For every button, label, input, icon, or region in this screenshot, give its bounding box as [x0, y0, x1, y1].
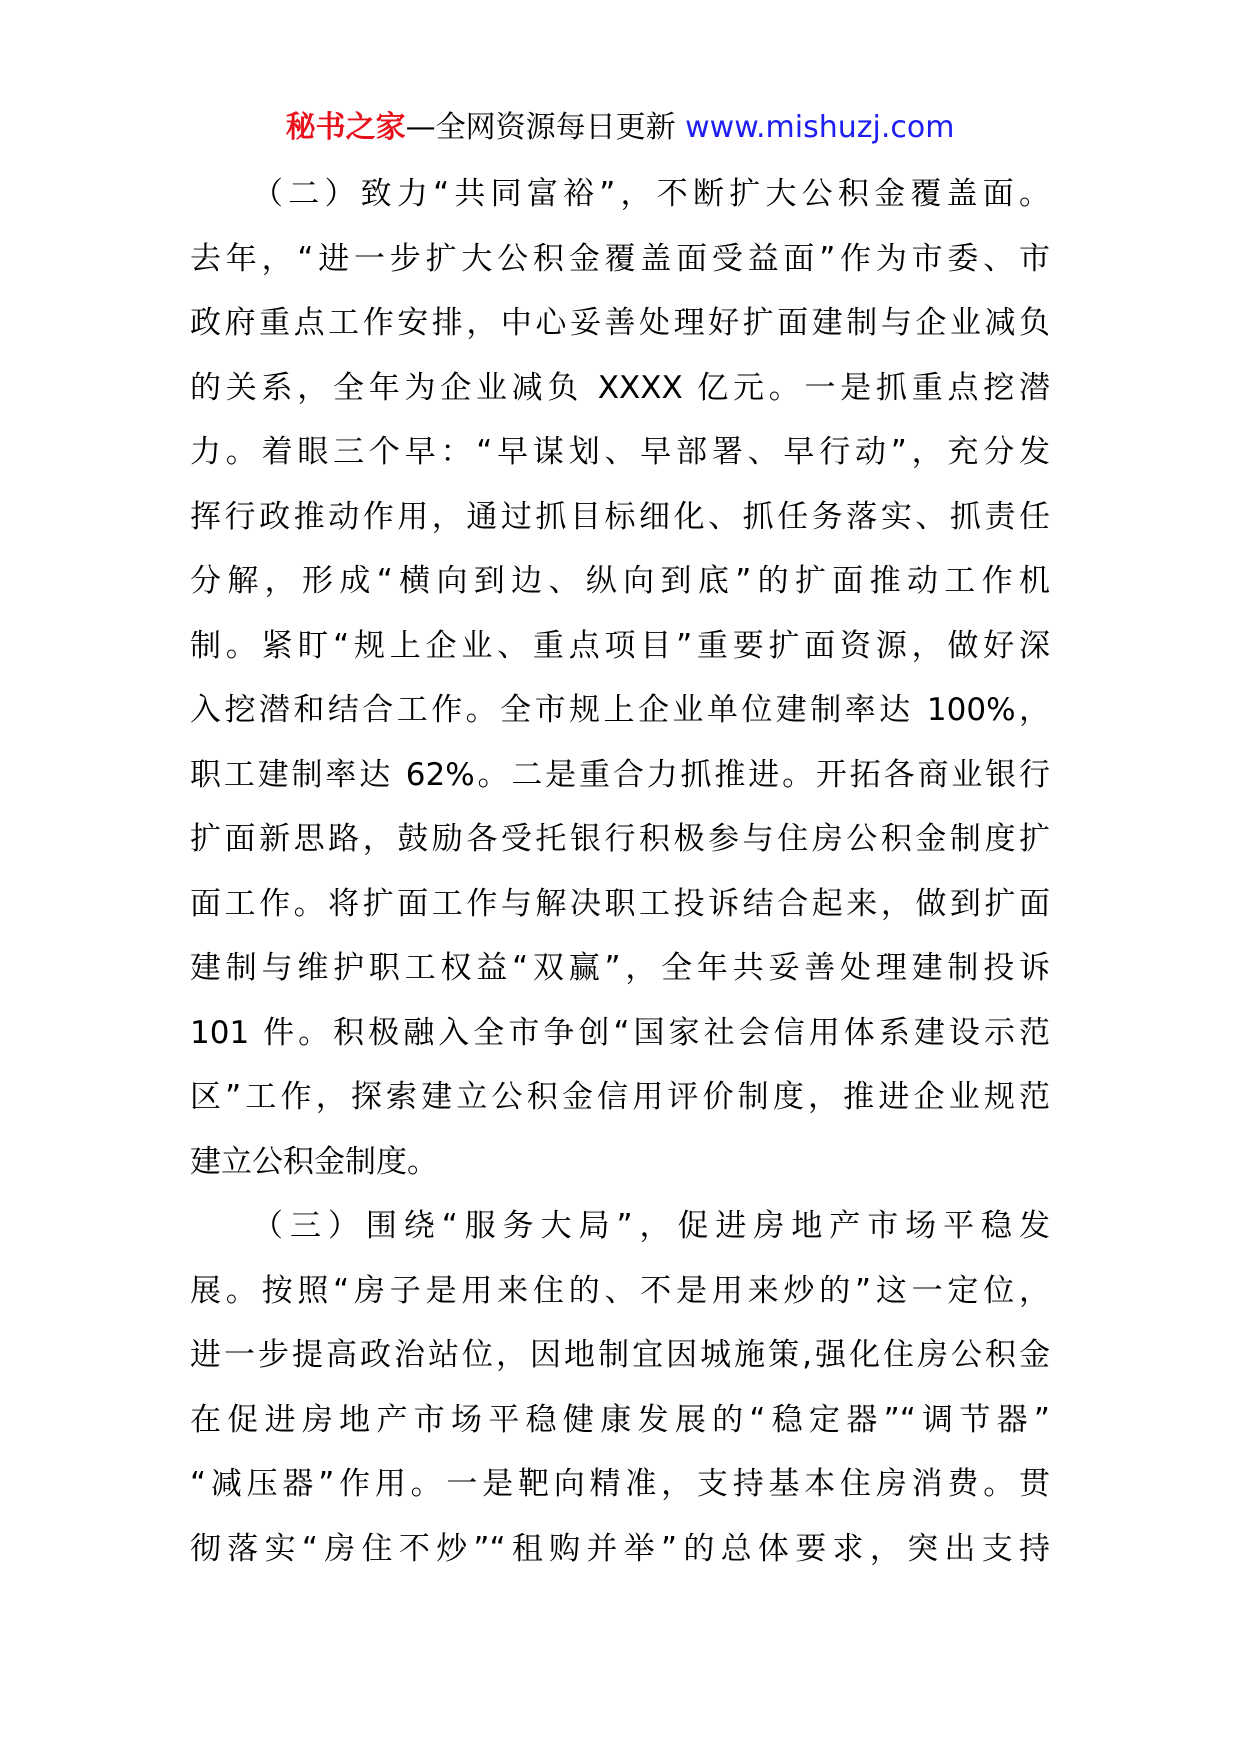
text-line: 力。着眼三个早：“早谋划、早部署、早行动”，充分发: [190, 434, 1050, 470]
text-line: “减压器”作用。一是靶向精准，支持基本住房消费。贯: [190, 1466, 1050, 1502]
text-line: 的关系，全年为企业减负 XXXX 亿元。一是抓重点挖潜: [190, 369, 1050, 406]
site-url-link[interactable]: www.mishuzj.com: [685, 110, 955, 145]
brand-name: 秘书之家: [285, 110, 406, 145]
text-line: 挥行政推动作用，通过抓目标细化、抓任务落实、抓责任: [190, 498, 1050, 535]
text-line: （二）致力“共同富裕”，不断扩大公积金覆盖面。: [252, 176, 1050, 212]
text-line: 职工建制率达 62%。二是重合力抓推进。开拓各商业银行: [190, 756, 1050, 793]
text-line: 入挖潜和结合工作。全市规上企业单位建制率达 100%，: [190, 692, 1050, 728]
site-header: [0, 100, 1240, 156]
document-body: [190, 162, 1050, 1581]
text-line: 分解，形成“横向到边、纵向到底”的扩面推动工作机: [190, 563, 1050, 599]
header-tagline: —全网资源每日更新: [405, 110, 676, 145]
text-line: 101 件。积极融入全市争创“国家社会信用体系建设示范: [190, 1014, 1050, 1051]
text-line: 展。按照“房子是用来住的、不是用来炒的”这一定位，: [190, 1272, 1050, 1309]
text-line: 建立公积金制度。: [190, 1143, 438, 1180]
text-line: 进一步提高政治站位，因地制宜因城施策,强化住房公积金: [190, 1337, 1050, 1373]
text-line: 区”工作，探索建立公积金信用评价制度，推进企业规范: [190, 1079, 1050, 1115]
text-line: （三）围绕“服务大局”，促进房地产市场平稳发: [252, 1208, 1050, 1244]
text-line: 在促进房地产市场平稳健康发展的“稳定器”“调节器”: [190, 1401, 1050, 1438]
text-line: 去年，“进一步扩大公积金覆盖面受益面”作为市委、市: [190, 240, 1050, 277]
text-line: 政府重点工作安排，中心妥善处理好扩面建制与企业减负: [190, 305, 1050, 341]
text-line: 制。紧盯“规上企业、重点项目”重要扩面资源，做好深: [190, 627, 1050, 664]
text-line: 建制与维护职工权益“双赢”，全年共妥善处理建制投诉: [190, 950, 1050, 986]
text-line: 扩面新思路，鼓励各受托银行积极参与住房公积金制度扩: [190, 821, 1050, 857]
text-line: 彻落实“房住不炒”“租购并举”的总体要求，突出支持: [190, 1530, 1050, 1567]
text-line: 面工作。将扩面工作与解决职工投诉结合起来，做到扩面: [190, 885, 1050, 922]
